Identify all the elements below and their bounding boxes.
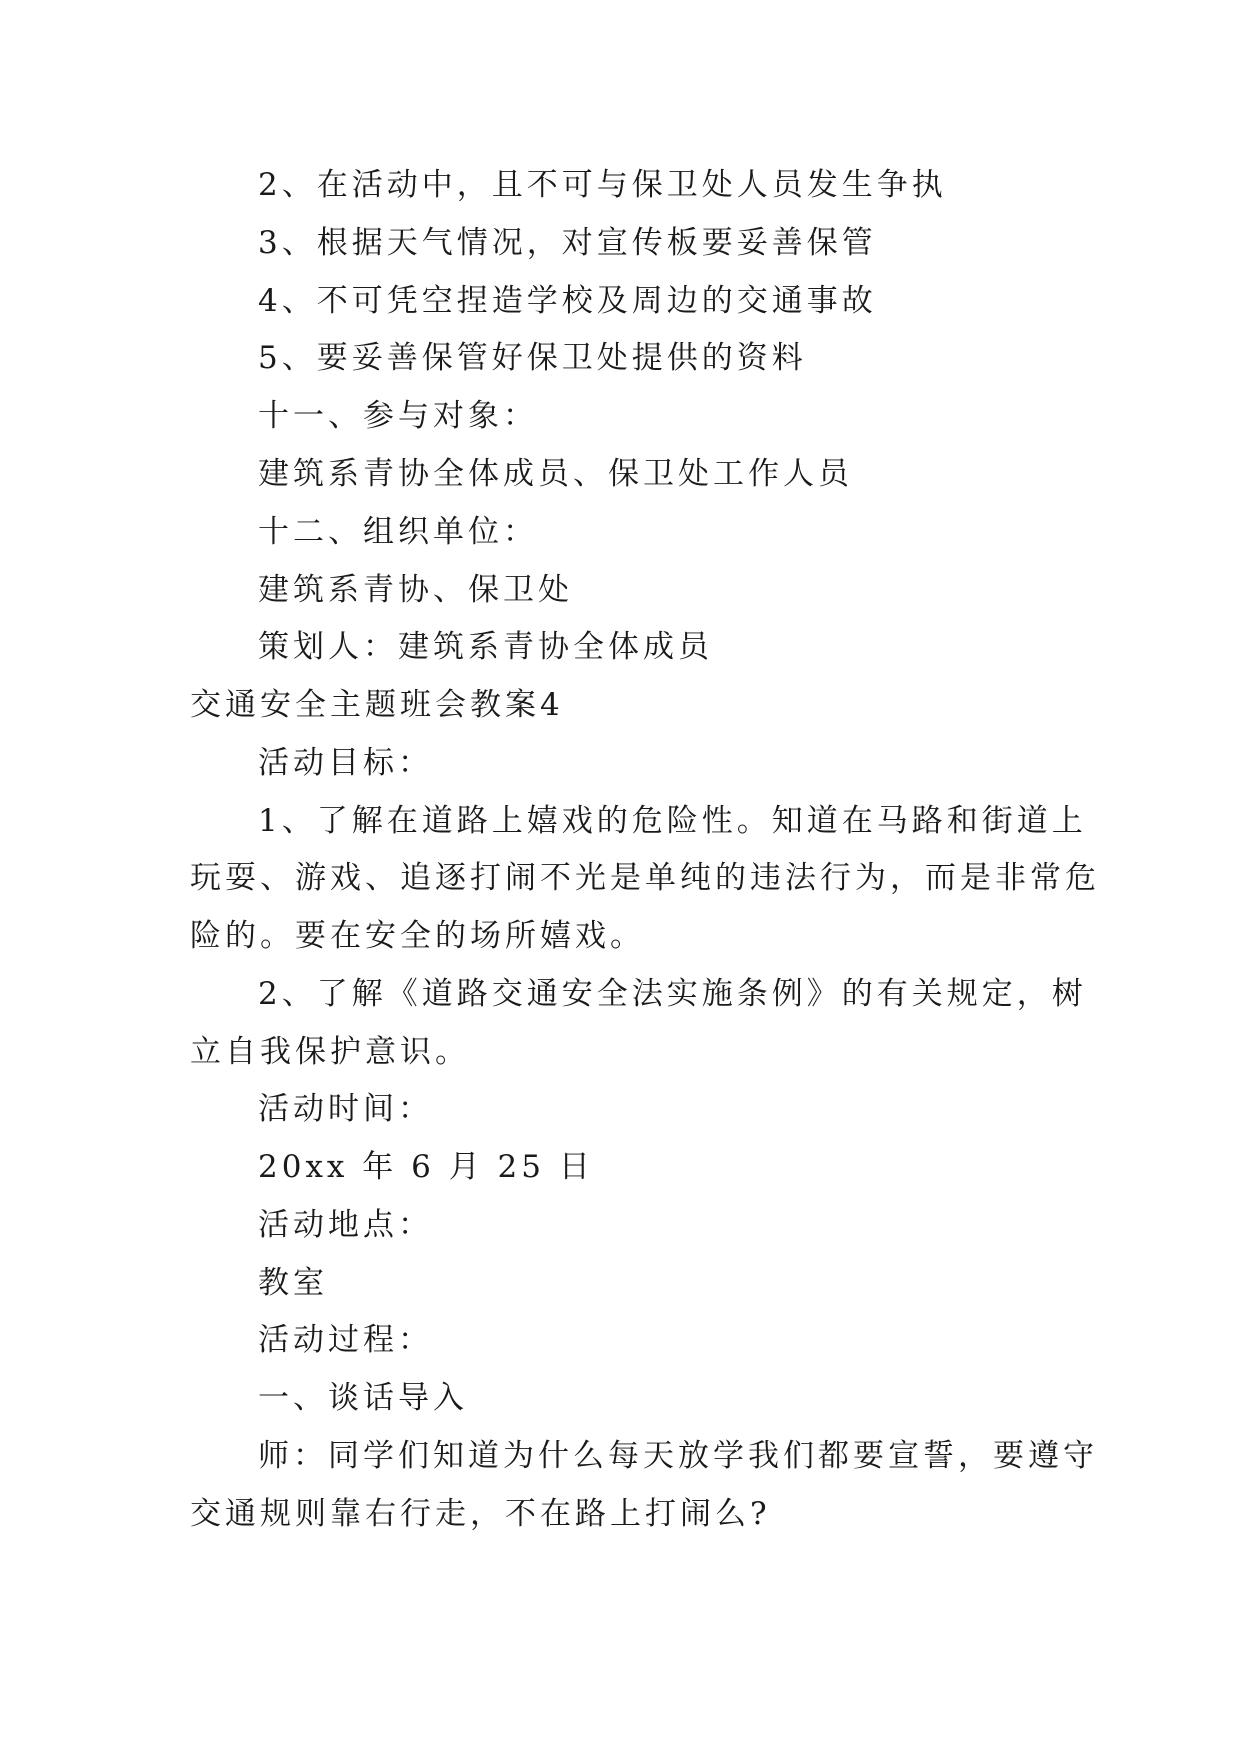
teacher-dialogue-line-1: 师：同学们知道为什么每天放学我们都要宣誓，要遵守: [258, 1438, 1098, 1474]
heading-activity-time: 活动时间：: [258, 1091, 433, 1127]
goal-1-line-2: 玩耍、游戏、追逐打闹不光是单纯的违法行为，而是非常危: [190, 860, 1100, 896]
activity-date: 20xx 年 6 月 25 日: [258, 1149, 594, 1185]
heading-activity-location: 活动地点：: [258, 1207, 433, 1243]
step-1-heading: 一、谈话导入: [258, 1380, 468, 1416]
heading-activity-goals: 活动目标：: [258, 745, 433, 781]
goal-2-line-2: 立自我保护意识。: [190, 1034, 470, 1070]
lesson-plan-title: 交通安全主题班会教案4: [190, 687, 564, 723]
section-heading-participants: 十一、参与对象：: [258, 398, 538, 434]
goal-1-line-1: 1、了解在道路上嬉戏的危险性。知道在马路和街道上: [258, 803, 1087, 839]
section-heading-organizer: 十二、组织单位：: [258, 514, 538, 550]
activity-location: 教室: [258, 1265, 328, 1301]
rule-item-2: 2、在活动中，且不可与保卫处人员发生争执: [258, 167, 947, 203]
teacher-dialogue-line-2: 交通规则靠右行走，不在路上打闹么?: [190, 1496, 771, 1532]
rule-item-4: 4、不可凭空捏造学校及周边的交通事故: [258, 283, 877, 319]
planner-text: 策划人：建筑系青协全体成员: [258, 629, 713, 665]
goal-2-line-1: 2、了解《道路交通安全法实施条例》的有关规定，树: [258, 976, 1087, 1012]
goal-1-line-3: 险的。要在安全的场所嬉戏。: [190, 918, 645, 954]
participants-text: 建筑系青协全体成员、保卫处工作人员: [258, 456, 853, 492]
organizer-text: 建筑系青协、保卫处: [258, 572, 573, 608]
rule-item-3: 3、根据天气情况，对宣传板要妥善保管: [258, 225, 877, 261]
rule-item-5: 5、要妥善保管好保卫处提供的资料: [258, 340, 807, 376]
heading-activity-process: 活动过程：: [258, 1322, 433, 1358]
